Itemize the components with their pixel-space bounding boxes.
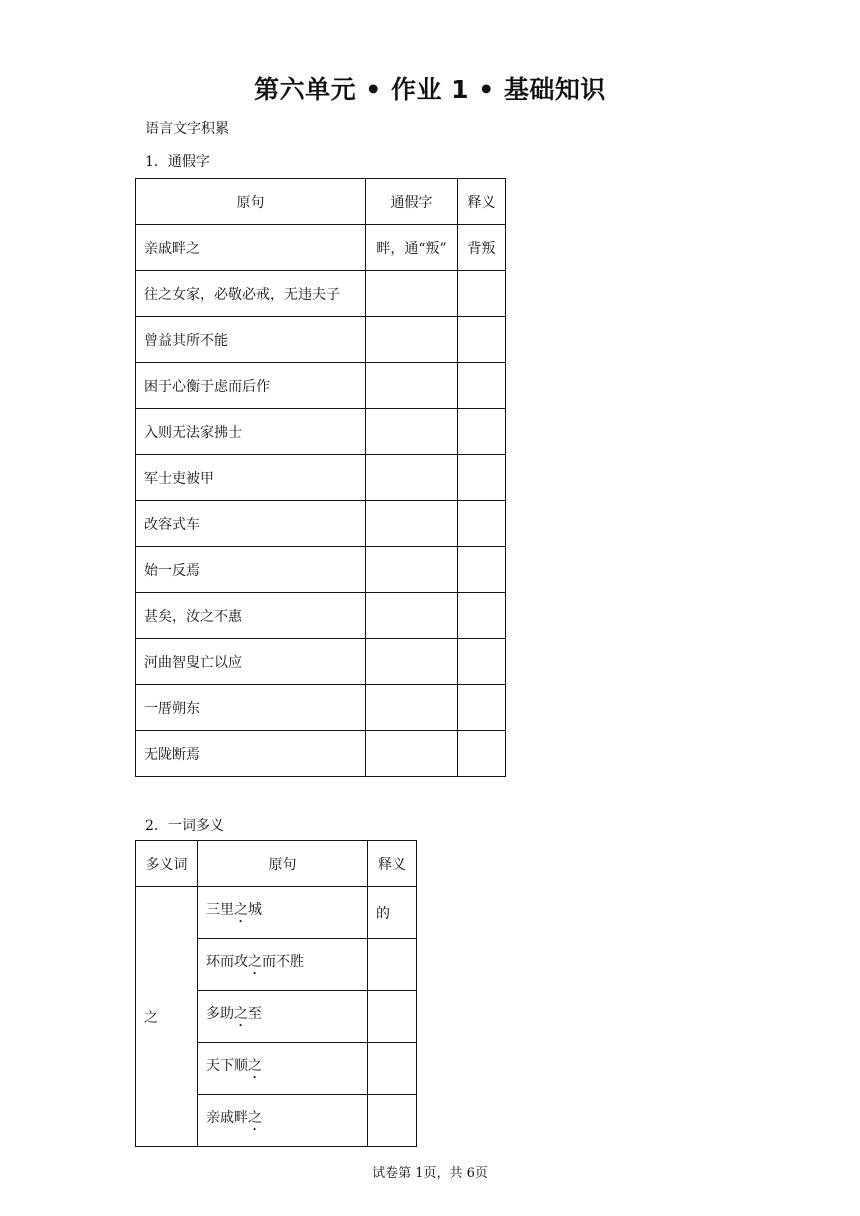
meaning-cell: 的 bbox=[368, 887, 417, 939]
variant-char-cell[interactable] bbox=[366, 593, 458, 639]
sentence-cell: 亲戚畔之 bbox=[136, 225, 366, 271]
meaning-cell[interactable] bbox=[458, 639, 506, 685]
sentence-cell: 往之女家，必敬必戒，无违夫子 bbox=[136, 271, 366, 317]
page-title: 第六单元 • 作业 1 • 基础知识 bbox=[254, 75, 606, 104]
sentence-cell: 三里之城 bbox=[198, 887, 368, 939]
table-header-row bbox=[136, 179, 506, 225]
header-cell: 释义 bbox=[368, 841, 417, 887]
table-row bbox=[136, 455, 506, 501]
header-cell: 释义 bbox=[458, 179, 506, 225]
variant-char-cell[interactable] bbox=[366, 639, 458, 685]
header-cell: 原句 bbox=[198, 841, 368, 887]
sentence-cell: 无陇断焉 bbox=[136, 731, 366, 777]
section2-heading: 2．一词多义 bbox=[145, 818, 224, 834]
header-cell: 通假字 bbox=[366, 179, 458, 225]
variant-char-cell[interactable] bbox=[366, 685, 458, 731]
meaning-cell[interactable] bbox=[458, 317, 506, 363]
table-row bbox=[136, 363, 506, 409]
meaning-cell[interactable] bbox=[458, 547, 506, 593]
meaning-cell[interactable] bbox=[368, 991, 417, 1043]
emphasized-char: 之 bbox=[234, 902, 248, 918]
variant-char-cell[interactable] bbox=[366, 547, 458, 593]
meaning-cell: 背叛 bbox=[458, 225, 506, 271]
section1-heading: 1．通假字 bbox=[145, 154, 210, 170]
variant-char-cell[interactable] bbox=[366, 317, 458, 363]
table-row bbox=[136, 639, 506, 685]
emphasized-char: 之 bbox=[248, 1058, 262, 1074]
meaning-cell[interactable] bbox=[458, 271, 506, 317]
sentence-cell: 一厝朔东 bbox=[136, 685, 366, 731]
table-row bbox=[136, 547, 506, 593]
table-row bbox=[136, 409, 506, 455]
sentence-cell: 曾益其所不能 bbox=[136, 317, 366, 363]
variant-char-cell[interactable] bbox=[366, 363, 458, 409]
table-row bbox=[136, 731, 506, 777]
sentence-cell: 入则无法家拂士 bbox=[136, 409, 366, 455]
meaning-cell[interactable] bbox=[458, 501, 506, 547]
polysemous-word-cell: 之 bbox=[136, 887, 198, 1147]
sentence-cell: 改容式车 bbox=[136, 501, 366, 547]
table-row bbox=[136, 271, 506, 317]
meaning-cell[interactable] bbox=[368, 939, 417, 991]
page-footer: 试卷第 1页，共 6页 bbox=[372, 1166, 488, 1181]
variant-char-cell[interactable] bbox=[366, 501, 458, 547]
table-row bbox=[136, 501, 506, 547]
variant-char-cell[interactable] bbox=[366, 731, 458, 777]
tongjiazi-table bbox=[135, 178, 506, 777]
polysemy-table bbox=[135, 840, 417, 1147]
sentence-cell: 天下顺之 bbox=[198, 1043, 368, 1095]
section-subtitle: 语言文字积累 bbox=[145, 121, 229, 137]
sentence-cell: 困于心衡于虑而后作 bbox=[136, 363, 366, 409]
variant-char-cell[interactable] bbox=[366, 455, 458, 501]
variant-char-cell[interactable] bbox=[366, 271, 458, 317]
emphasized-char: 之 bbox=[248, 1110, 262, 1126]
table-row bbox=[136, 225, 506, 271]
header-cell: 原句 bbox=[136, 179, 366, 225]
meaning-cell[interactable] bbox=[458, 409, 506, 455]
sentence-cell: 甚矣，汝之不惠 bbox=[136, 593, 366, 639]
table-row bbox=[136, 685, 506, 731]
meaning-cell[interactable] bbox=[458, 685, 506, 731]
sentence-cell: 多助之至 bbox=[198, 991, 368, 1043]
sentence-cell: 河曲智叟亡以应 bbox=[136, 639, 366, 685]
emphasized-char: 之 bbox=[248, 954, 262, 970]
emphasized-char: 之 bbox=[234, 1006, 248, 1022]
table-row bbox=[136, 317, 506, 363]
sentence-cell: 始一反焉 bbox=[136, 547, 366, 593]
meaning-cell[interactable] bbox=[458, 455, 506, 501]
meaning-cell[interactable] bbox=[368, 1095, 417, 1147]
meaning-cell[interactable] bbox=[458, 731, 506, 777]
variant-char-cell[interactable] bbox=[366, 409, 458, 455]
table-header-row bbox=[136, 841, 417, 887]
meaning-cell[interactable] bbox=[458, 593, 506, 639]
meaning-cell[interactable] bbox=[458, 363, 506, 409]
sentence-cell: 军士吏被甲 bbox=[136, 455, 366, 501]
sentence-cell: 环而攻之而不胜 bbox=[198, 939, 368, 991]
variant-char-cell: 畔，通“叛” bbox=[366, 225, 458, 271]
table-row bbox=[136, 887, 417, 939]
header-cell: 多义词 bbox=[136, 841, 198, 887]
table-row bbox=[136, 593, 506, 639]
meaning-cell[interactable] bbox=[368, 1043, 417, 1095]
sentence-cell: 亲戚畔之 bbox=[198, 1095, 368, 1147]
